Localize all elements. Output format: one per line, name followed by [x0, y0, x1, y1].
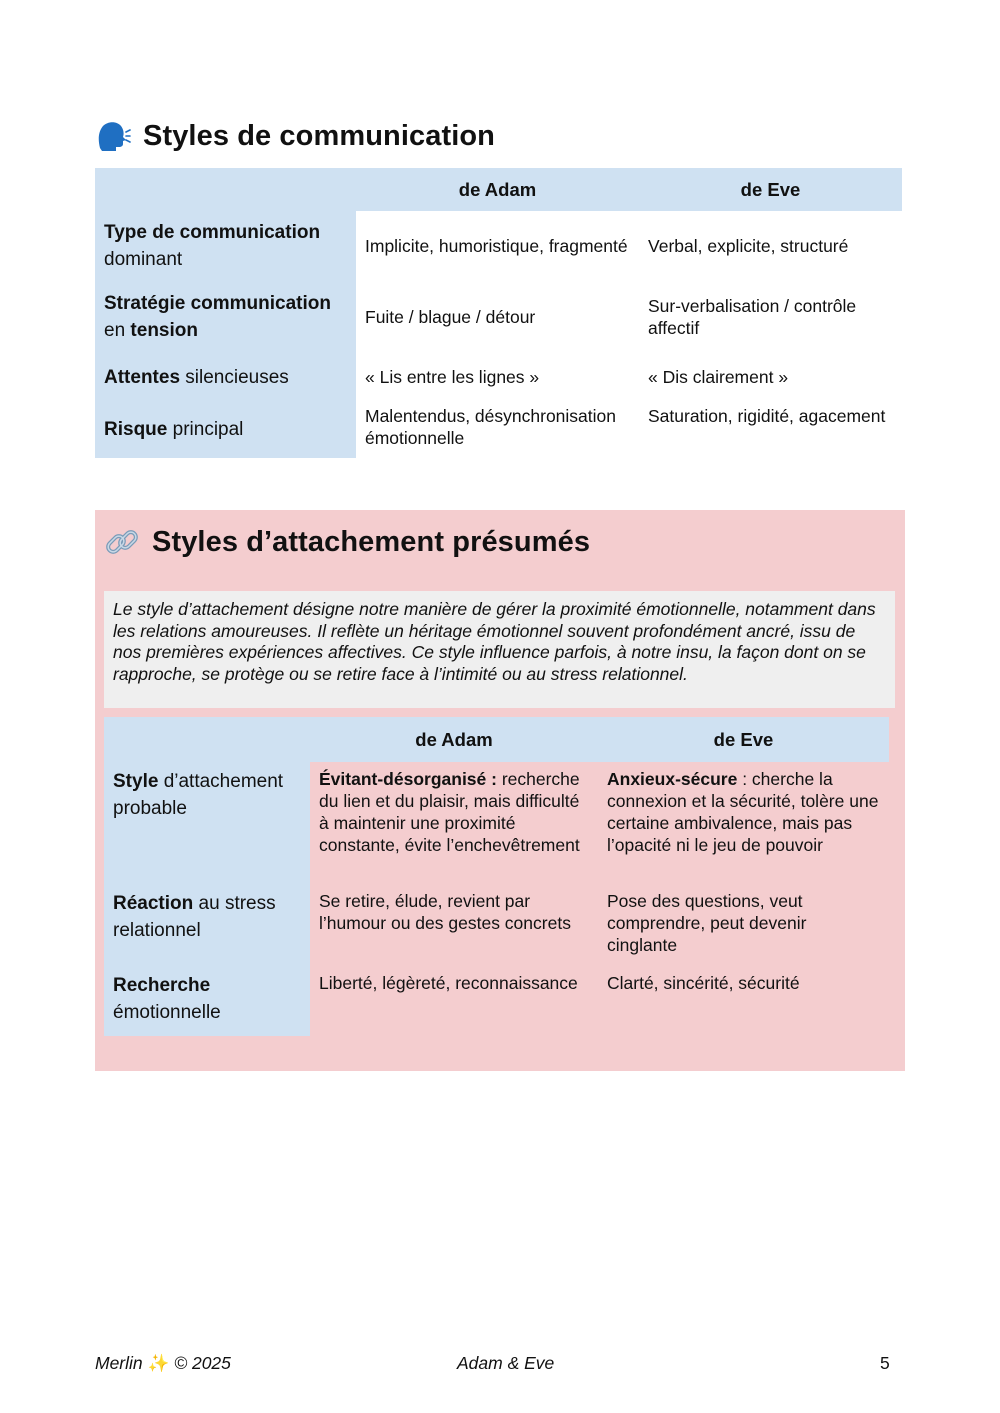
eve-value: Sur-verbalisation / contrôle affectif	[639, 281, 902, 353]
eve-value: Clarté, sincérité, sécurité	[607, 973, 800, 993]
adam-value: Implicite, humoristique, fragmenté	[356, 211, 639, 281]
footer-copyright: © 2025	[174, 1353, 231, 1373]
row-label: Risque principal	[95, 401, 356, 458]
adam-value: Malentendus, désynchronisation émotionnelle	[356, 401, 639, 458]
table-row	[104, 762, 889, 884]
table-header-row	[104, 717, 889, 762]
row-label: Style d’attachement probable	[104, 762, 310, 884]
header-empty	[104, 717, 310, 762]
sparkles-icon: ✨	[147, 1353, 170, 1373]
adam-value: Se retire, élude, revient par l’humour ou des gestes concrets	[319, 891, 571, 933]
table-row	[95, 353, 902, 401]
header-eve: de Eve	[639, 168, 902, 211]
header-adam: de Adam	[356, 168, 639, 211]
page-number: 5	[880, 1353, 890, 1373]
adam-value: Liberté, légèreté, reconnaissance	[319, 973, 578, 993]
speaking-head-icon	[95, 118, 131, 154]
footer-author: Merlin	[95, 1353, 143, 1373]
communication-title-heading	[95, 118, 495, 154]
adam-value: Évitant-désorganisé : recherche du lien et du plaisir, mais difficulté à maintenir une proximité constante, évite l’enchevêtrement	[319, 769, 580, 855]
table-header-row	[95, 168, 902, 211]
attachment-title-heading	[104, 524, 590, 560]
adam-value: Fuite / blague / détour	[356, 281, 639, 353]
footer-left	[95, 1353, 231, 1374]
attachment-definition-note: Le style d’attachement désigne notre manière de gérer la proximité émotionnelle, notamment dans les relations amoureuses. Il reflète un héritage émotionnel souvent profondément ancré, issu de nos premières expériences affectives. Ce style influence parfois, à notre insu, la façon dont on se rapproche, se protège ou se retire face à l’intimité ou au stress relationnel.	[104, 591, 895, 708]
table-row	[95, 401, 902, 458]
header-adam: de Adam	[310, 717, 598, 762]
eve-value: Pose des questions, veut comprendre, peut devenir cinglante	[607, 891, 807, 955]
eve-value: Saturation, rigidité, agacement	[639, 401, 902, 458]
eve-value: « Dis clairement »	[639, 353, 902, 401]
header-empty	[95, 168, 356, 211]
table-row	[104, 966, 889, 1036]
header-eve: de Eve	[598, 717, 889, 762]
communication-table	[95, 168, 902, 458]
table-row	[95, 281, 902, 353]
row-label: Stratégie communication en tension	[95, 281, 356, 353]
row-label: Attentes silencieuses	[95, 353, 356, 401]
attachment-title: Styles d’attachement présumés	[152, 525, 591, 558]
eve-value: Anxieux-sécure : cherche la connexion et la sécurité, tolère une certaine ambivalence, mais pas l’opacité ni le jeu de pouvoir	[607, 769, 879, 855]
eve-value: Verbal, explicite, structuré	[639, 211, 902, 281]
adam-value: « Lis entre les lignes »	[356, 353, 639, 401]
table-row	[104, 884, 889, 966]
communication-title: Styles de communication	[143, 119, 495, 152]
table-row	[95, 211, 902, 281]
link-icon	[104, 524, 140, 560]
row-label: Recherche émotionnelle	[104, 966, 310, 1036]
attachment-table	[104, 717, 889, 1036]
row-label: Type de communication dominant	[95, 211, 356, 281]
footer-center: Adam & Eve	[457, 1353, 555, 1373]
row-label: Réaction au stress relationnel	[104, 884, 310, 966]
